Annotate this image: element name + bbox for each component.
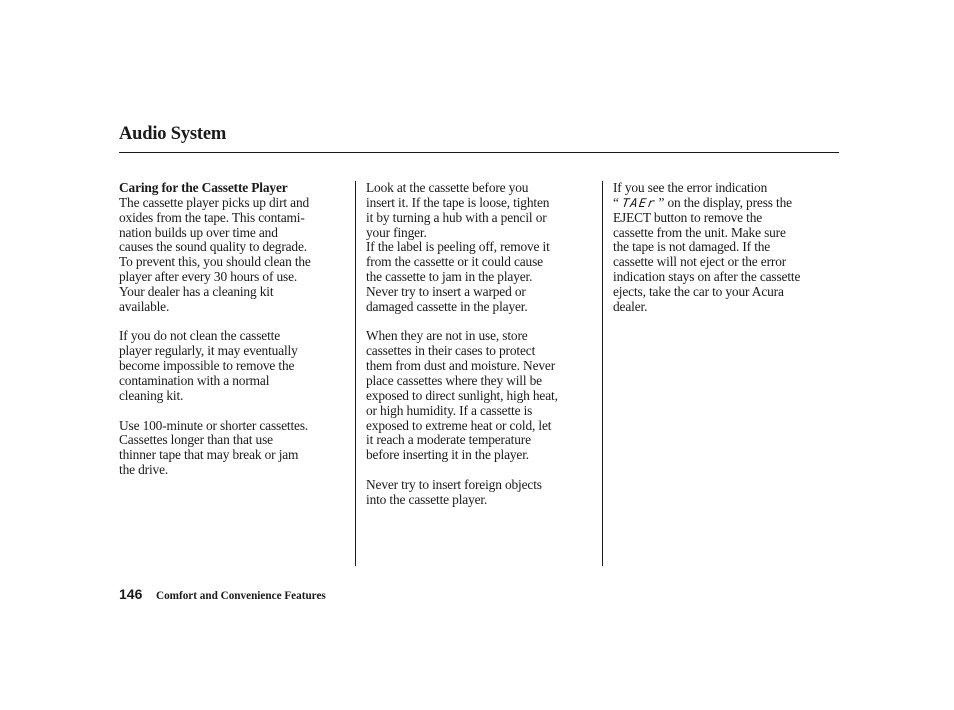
text-line: the drive. [119, 462, 169, 478]
text-line: before inserting it in the player. [366, 447, 529, 463]
text-line: it reach a moderate temperature [366, 432, 531, 448]
text-line: Never try to insert a warped or [366, 283, 526, 299]
page-number: 146 [119, 586, 143, 602]
text-line: the tape is not damaged. If the [613, 239, 771, 255]
text-line: When they are not in use, store [366, 328, 528, 344]
text-line: place cassettes where they will be [366, 372, 542, 388]
text-line: contamination with a normal [119, 372, 270, 388]
text-fragment: ” on the display, press the [658, 194, 792, 210]
text-line: it by turning a hub with a pencil or [366, 209, 547, 225]
text-line: your finger. [366, 224, 427, 240]
text-line: become impossible to remove the [119, 358, 295, 374]
paragraph [366, 181, 594, 315]
text-line: cassette will not eject or the error [613, 254, 787, 270]
text-line: Use 100-minute or shorter cassettes. [119, 417, 309, 433]
text-line: exposed to direct sunlight, high heat, [366, 387, 558, 403]
paragraph [366, 478, 594, 508]
text-line: from the cassette or it could cause [366, 254, 543, 270]
title-rule [119, 152, 839, 153]
column-3 [613, 181, 839, 315]
section-name: Comfort and Convenience Features [156, 590, 326, 602]
text-line: damaged cassette in the player. [366, 298, 528, 314]
text-line: them from dust and moisture. Never [366, 358, 556, 374]
text-line: cassette from the unit. Make sure [613, 224, 786, 240]
section-heading: Caring for the Cassette Player [119, 180, 288, 195]
text-line: Cassettes longer than that use [119, 432, 273, 448]
text-line: insert it. If the tape is loose, tighten [366, 194, 550, 210]
text-line: nation builds up over time and [119, 224, 278, 240]
text-line: cleaning kit. [119, 387, 184, 403]
open-quote: “ [613, 194, 619, 210]
text-line: causes the sound quality to degrade. [119, 239, 307, 255]
column-divider [602, 181, 603, 566]
text-line: Your dealer has a cleaning kit [119, 283, 274, 299]
error-code-display: TAEr [620, 195, 657, 210]
text-line: If the label is peeling off, remove it [366, 239, 550, 255]
column-2 [366, 181, 594, 508]
text-line: into the cassette player. [366, 491, 488, 507]
text-line: player after every 30 hours of use. [119, 269, 298, 285]
column-1 [119, 181, 347, 478]
text-line: or high humidity. If a cassette is [366, 402, 533, 418]
text-line: thinner tape that may break or jam [119, 447, 299, 463]
text-line: Never try to insert foreign objects [366, 476, 542, 492]
column-divider [355, 181, 356, 566]
paragraph [119, 329, 347, 403]
text-line: dealer. [613, 298, 648, 314]
text-line: To prevent this, you should clean the [119, 254, 311, 270]
text-line: The cassette player picks up dirt and [119, 194, 310, 210]
text-line: available. [119, 298, 170, 314]
text-line: indication stays on after the cassette [613, 269, 801, 285]
text-line: player regularly, it may eventually [119, 343, 298, 359]
text-line: the cassette to jam in the player. [366, 269, 533, 285]
text-line: If you see the error indication [613, 180, 768, 195]
text-line: EJECT button to remove the [613, 209, 763, 225]
text-line: exposed to extreme heat or cold, let [366, 417, 552, 433]
paragraph [119, 419, 347, 478]
page-title: Audio System [119, 124, 227, 144]
text-line: Look at the cassette before you [366, 180, 529, 195]
paragraph [613, 181, 839, 315]
text-line: ejects, take the car to your Acura [613, 283, 784, 299]
text-line: cassettes in their cases to protect [366, 343, 536, 359]
paragraph [119, 196, 347, 315]
text-line: oxides from the tape. This contami- [119, 209, 305, 225]
paragraph [366, 329, 594, 463]
text-line-with-error-code [613, 196, 839, 211]
text-line: If you do not clean the cassette [119, 328, 281, 344]
